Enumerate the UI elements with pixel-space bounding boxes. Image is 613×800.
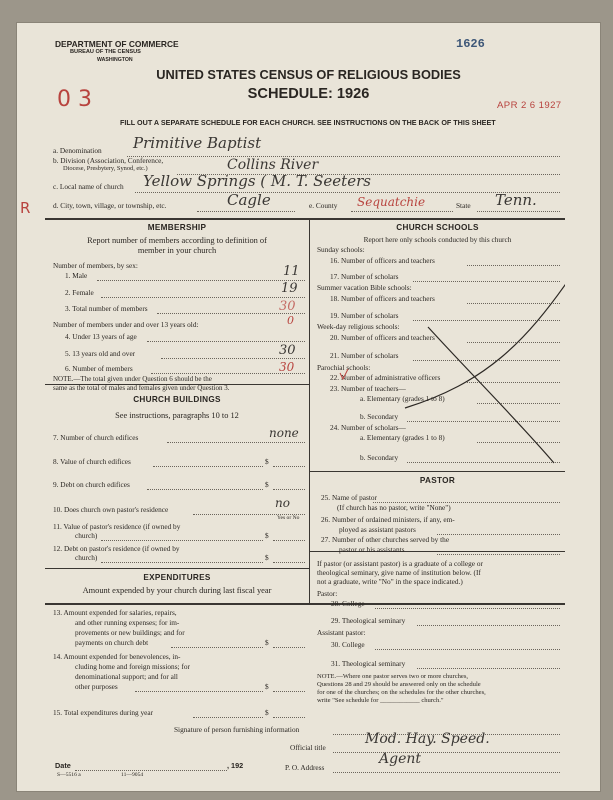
schools-bottom-rule [310,471,565,472]
q16-label: 16. Number of officers and teachers [330,256,435,265]
q15-dots [193,717,263,718]
q2-value: 19 [281,281,298,296]
q30-line [375,649,560,650]
fill-out-instruction: FILL OUT A SEPARATE SCHEDULE FOR EACH CHURCH. SEE INSTRUCTIONS ON THE BACK OF THIS SHEET [120,118,496,127]
date-year: , 192 [227,761,244,770]
county-label: e. County [309,201,338,210]
bottom-rule [45,603,565,605]
q25-hint: (If church has no pastor, write "None") [337,503,451,512]
q2-line [101,297,305,298]
pastor-note-4: write "See schedule for ____________ church." [317,697,444,704]
q6-value: 30 [279,360,295,374]
division-value: Collins River [227,157,319,173]
q14-label-4: other purposes [75,682,118,691]
q21-label: 21. Number of scholars [330,351,399,360]
top-rule [45,218,565,220]
q14-line [273,691,305,692]
q15-label: 15. Total expenditures during year [53,708,154,717]
denomination-value: Primitive Baptist [133,134,262,152]
q10-label: 10. Does church own pastor's residence [53,505,169,514]
schools-heading: CHURCH SCHOOLS [396,223,479,232]
date-label: Date [55,761,71,770]
pastor-heading: PASTOR [419,476,456,485]
division-label-sub: Diocese, Presbytery, Synod, etc.) [63,165,148,172]
q27-line [437,554,560,555]
q13-line [273,647,305,648]
q14-label-2: cluding home and foreign missions; for [75,662,190,671]
q15-dollar: $ [265,708,269,717]
state-label: State [456,201,471,210]
official-title-line [333,752,560,753]
q27-label-1: 27. Number of other churches served by the [321,535,450,544]
q24b-label: b. Secondary [360,453,399,462]
q13-label-1: 13. Amount expended for salaries, repairs, [53,608,177,617]
buildings-bottom-rule [45,568,309,569]
by-sex-label: Number of members, by sex: [53,261,138,270]
grad-note-2: theological seminary, give name of institution below. (If [317,568,481,577]
membership-note-1: NOTE.—The total given under Question 6 should be the [53,375,212,383]
division-label: b. Division (Association, Conference, [53,156,164,165]
summer-schools-label: Summer vacation Bible schools: [317,283,412,292]
pastor-sub-label: Pastor: [317,589,338,598]
q18-label: 18. Number of officers and teachers [330,294,435,303]
q29-label: 29. Theological seminary [331,616,406,625]
q7-line [167,442,305,443]
q11-label-1: 11. Value of pastor's residence (if owned by [53,522,181,531]
q1-line [97,280,305,281]
local-name-value: Yellow Springs ( M. T. Seeters [143,172,371,190]
q28-line [375,608,560,609]
q26-label-2: ployed as assistant pastors [339,525,416,534]
q12-dollar: $ [265,553,269,562]
q13-dollar: $ [265,638,269,647]
q13-label-4: payments on church debt [75,638,149,647]
q26-label-1: 26. Number of ordained ministers, if any, em- [321,515,455,524]
yes-or-no-hint: Yes or No [277,515,300,521]
q15-line [273,717,305,718]
q4-line [147,341,305,342]
q28-label: 28. College [331,599,365,608]
q31-line [417,668,560,669]
pastor-note-1: NOTE.—Where one pastor serves two or more churches, [317,673,469,680]
bureau-city: WASHINGTON [97,57,133,63]
q6-label: 6. Number of members [65,364,133,373]
q23a-label: a. Elementary (grades 1 to 8) [360,394,445,403]
q14-dots [135,691,263,692]
q12-label-2: church) [75,553,98,562]
q24a-label: a. Elementary (grades 1 to 8) [360,433,445,442]
buildings-sub: See instructions, paragraphs 10 to 12 [115,411,239,420]
q5-value: 30 [279,343,296,358]
expenditures-heading: EXPENDITURES [143,573,211,582]
membership-note-2: same as the total of males and females given under Question 3. [53,384,230,392]
city-value: Cagle [227,191,271,209]
q17-label: 17. Number of scholars [330,272,399,281]
pastor-note-3: for one of the churches; on the schedules for the other churches, [317,689,486,696]
po-address-value: Agent [379,751,421,767]
q3-value: 30 [279,299,296,314]
q13-label-3: provements or new buildings; and for [75,628,185,637]
q23-label: 23. Number of teachers— [330,384,406,393]
official-title-label: Official title [290,743,326,752]
denomination-label: a. Denomination [53,146,102,155]
bureau-name: BUREAU OF THE CENSUS [70,49,141,55]
q13-label-2: and other running expenses; for im- [75,618,180,627]
q22-label: 22. Number of administrative officers [330,373,441,382]
schools-crossout-mark [310,223,565,471]
census-schedule-sheet [17,23,600,791]
q14-label-3: denominational support; and for all [75,672,178,681]
form-number: S—5516 a [57,772,81,778]
received-date-stamp: APR 2 6 1927 [497,100,562,111]
pastor-note-2: Questions 28 and 29 should be answered only on the schedule [317,681,481,688]
membership-intro-1: Report number of members according to definition of [87,236,267,245]
q11-line [273,540,305,541]
q8-dots [153,466,263,467]
q1-label: 1. Male [65,271,88,280]
q12-dots [101,562,263,563]
po-address-label: P. O. Address [285,763,325,772]
q30-label: 30. College [331,640,365,649]
city-label: d. City, town, village, or township, etc. [53,201,167,210]
q3-label: 3. Total number of members [65,304,148,313]
q4-zero-mark: 0 [287,314,294,327]
signature-label: Signature of person furnishing information [174,725,300,734]
expenditures-sub: Amount expended by your church during last fiscal year [82,586,272,595]
state-line [477,211,560,212]
q10-value: no [275,496,290,510]
q14-dollar: $ [265,682,269,691]
buildings-heading: CHURCH BUILDINGS [133,395,221,404]
local-name-label: c. Local name of church [53,182,124,191]
q8-label: 8. Value of church edifices [53,457,131,466]
q23b-label: b. Secondary [360,412,399,421]
q31-label: 31. Theological seminary [331,659,406,668]
assistant-sub-label: Assistant pastor: [317,628,366,637]
q19-label: 19. Number of scholars [330,311,399,320]
state-value: Tenn. [495,191,537,209]
q13-dots [171,647,263,648]
q9-label: 9. Debt on church edifices [53,480,130,489]
q7-label: 7. Number of church edifices [53,433,139,442]
grad-note-1: If pastor (or assistant pastor) is a graduate of a college or [317,559,483,568]
q8-line [273,466,305,467]
grad-note-3: not a graduate, write "No" in the space indicated.) [317,577,463,586]
weekday-schools-label: Week-day religious schools: [317,322,400,331]
q5-label: 5. 13 years old and over [65,349,136,358]
membership-intro-2: member in your church [137,246,217,255]
schedule-number: 1626 [456,37,485,51]
q2-label: 2. Female [65,288,94,297]
q12-line [273,562,305,563]
q5-line [161,358,305,359]
q9-dollar: $ [265,480,269,489]
county-line [351,211,453,212]
q14-label-1: 14. Amount expended for benevolences, in- [53,652,181,661]
department-name: DEPARTMENT OF COMMERCE [55,39,179,49]
r-margin-mark: R [20,199,31,217]
schools-intro: Report here only schools conducted by this church [363,235,512,244]
parochial-schools-label: Parochial schools: [317,363,371,372]
city-line [197,211,295,212]
form-subtitle: SCHEDULE: 1926 [247,86,370,102]
print-code: 11—9054 [121,772,144,778]
q9-line [273,489,305,490]
membership-heading: MEMBERSHIP [147,223,207,232]
q27-label-2: pastor or his assistants [339,545,405,554]
po-address-line [333,772,560,773]
q26-line [437,534,560,535]
q12-label-1: 12. Debt on pastor's residence (if owned by [53,544,180,553]
handwritten-code: 0 3 [57,87,92,112]
official-title-value: Mod. Hay. Speed. [365,731,490,747]
date-line [75,770,227,771]
q11-dots [101,540,263,541]
q11-label-2: church) [75,531,98,540]
q24-label: 24. Number of scholars— [330,423,406,432]
q29-line [417,625,560,626]
q8-dollar: $ [265,457,269,466]
q25-label: 25. Name of pastor [321,493,377,502]
q20-label: 20. Number of officers and teachers [330,333,435,342]
q4-label: 4. Under 13 years of age [65,332,137,341]
age-heading: Number of members under and over 13 years old: [53,320,199,329]
q11-dollar: $ [265,531,269,540]
form-title: UNITED STATES CENSUS OF RELIGIOUS BODIES [156,67,461,82]
q9-dots [147,489,263,490]
q7-value: none [269,426,299,440]
county-value: Sequatchie [357,195,426,209]
denomination-line [127,156,560,157]
sunday-schools-label: Sunday schools: [317,245,365,254]
q1-value: 11 [283,264,300,279]
